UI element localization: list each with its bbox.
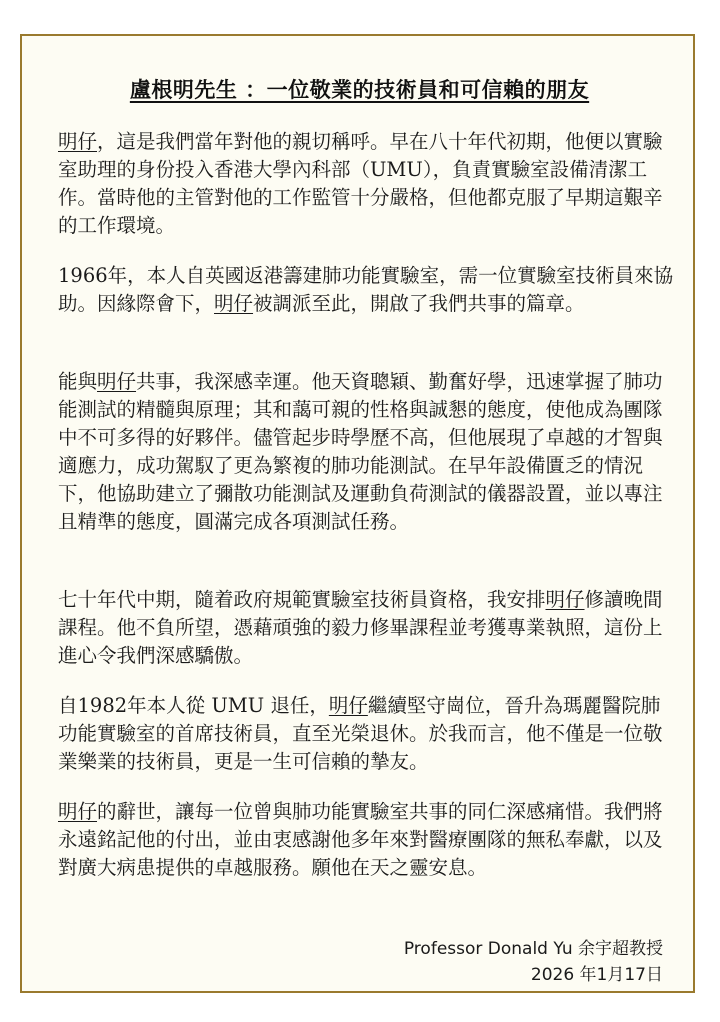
paragraph-text: 的辭世，讓每一位曾與肺功能實驗室共事的同仁深感痛惜。我們將永遠銘記他的付出，並由衷感謝他多年來對醫療團隊的無私奉獻，以及對廣大病患提供的卓越服務。願他在天之靈安息。 (58, 800, 663, 879)
paragraph-text: 能與 (58, 370, 98, 393)
paragraph-4 (58, 586, 678, 670)
name-highlight: 明仔 (58, 800, 98, 823)
name-highlight: 明仔 (328, 694, 368, 717)
name-highlight: 明仔 (545, 588, 585, 611)
paragraph-5 (58, 692, 678, 776)
paragraph-3 (58, 368, 678, 536)
paragraph-text: 被調派至此，開啟了我們共事的篇章。 (253, 292, 585, 315)
paragraph-text: 自1982年本人從 UMU 退任， (58, 694, 329, 717)
paragraph-2 (58, 262, 678, 318)
name-highlight: 明仔 (58, 130, 98, 153)
paragraph-1 (58, 128, 678, 240)
name-highlight: 明仔 (214, 292, 254, 315)
memorial-letter (20, 34, 695, 993)
paragraph-text: ，這是我們當年對他的親切稱呼。早在八十年代初期，他便以實驗室助理的身份投入香港大學內科部（UMU），負責實驗室設備清潔工作。當時他的主管對他的工作監管十分嚴格，但他都克服了早期這艱辛的工作環境。 (58, 130, 663, 237)
name-highlight: 明仔 (97, 370, 137, 393)
paragraph-text: 繼續堅守崗位，晉升為瑪麗醫院肺功能實驗室的首席技術員，直至光榮退休。於我而言，他不僅是一位敬業樂業的技術員，更是一生可信賴的摯友。 (58, 694, 663, 773)
signature-name: Professor Donald Yu 余宇超教授 (403, 939, 663, 959)
paragraph-text: 1966年，本人自英國返港籌建肺功能實驗室，需一位實驗室技術員來協助。因緣際會下， (58, 264, 674, 315)
signature-date: 2026 年1月17日 (530, 965, 663, 985)
paragraph-6 (58, 798, 678, 882)
letter-title: 盧根明先生 ：一位敬業的技術員和可信賴的朋友 (129, 77, 590, 102)
paragraph-text: 修讀晚間課程。他不負所望，憑藉頑強的毅力修畢課程並考獲專業執照，這份上進心令我們深感驕傲。 (58, 588, 663, 667)
paragraph-text: 共事，我深感幸運。他天資聰穎、勤奮好學，迅速掌握了肺功能測試的精髓與原理；其和藹可親的性格與誠懇的態度，使他成為團隊中不可多得的好夥伴。儘管起步時學歷不高，但他展現了卓越的才智與適應力，成功駕馭了更為繁複的肺功能測試。在早年設備匱乏的情況下，他協助建立了彌散功能測試及運動負荷測試的儀器設置，並以專注且精準的態度，圓滿完成各項測試任務。 (58, 370, 663, 533)
paragraph-text: 七十年代中期，隨着政府規範實驗室技術員資格，我安排 (58, 588, 546, 611)
